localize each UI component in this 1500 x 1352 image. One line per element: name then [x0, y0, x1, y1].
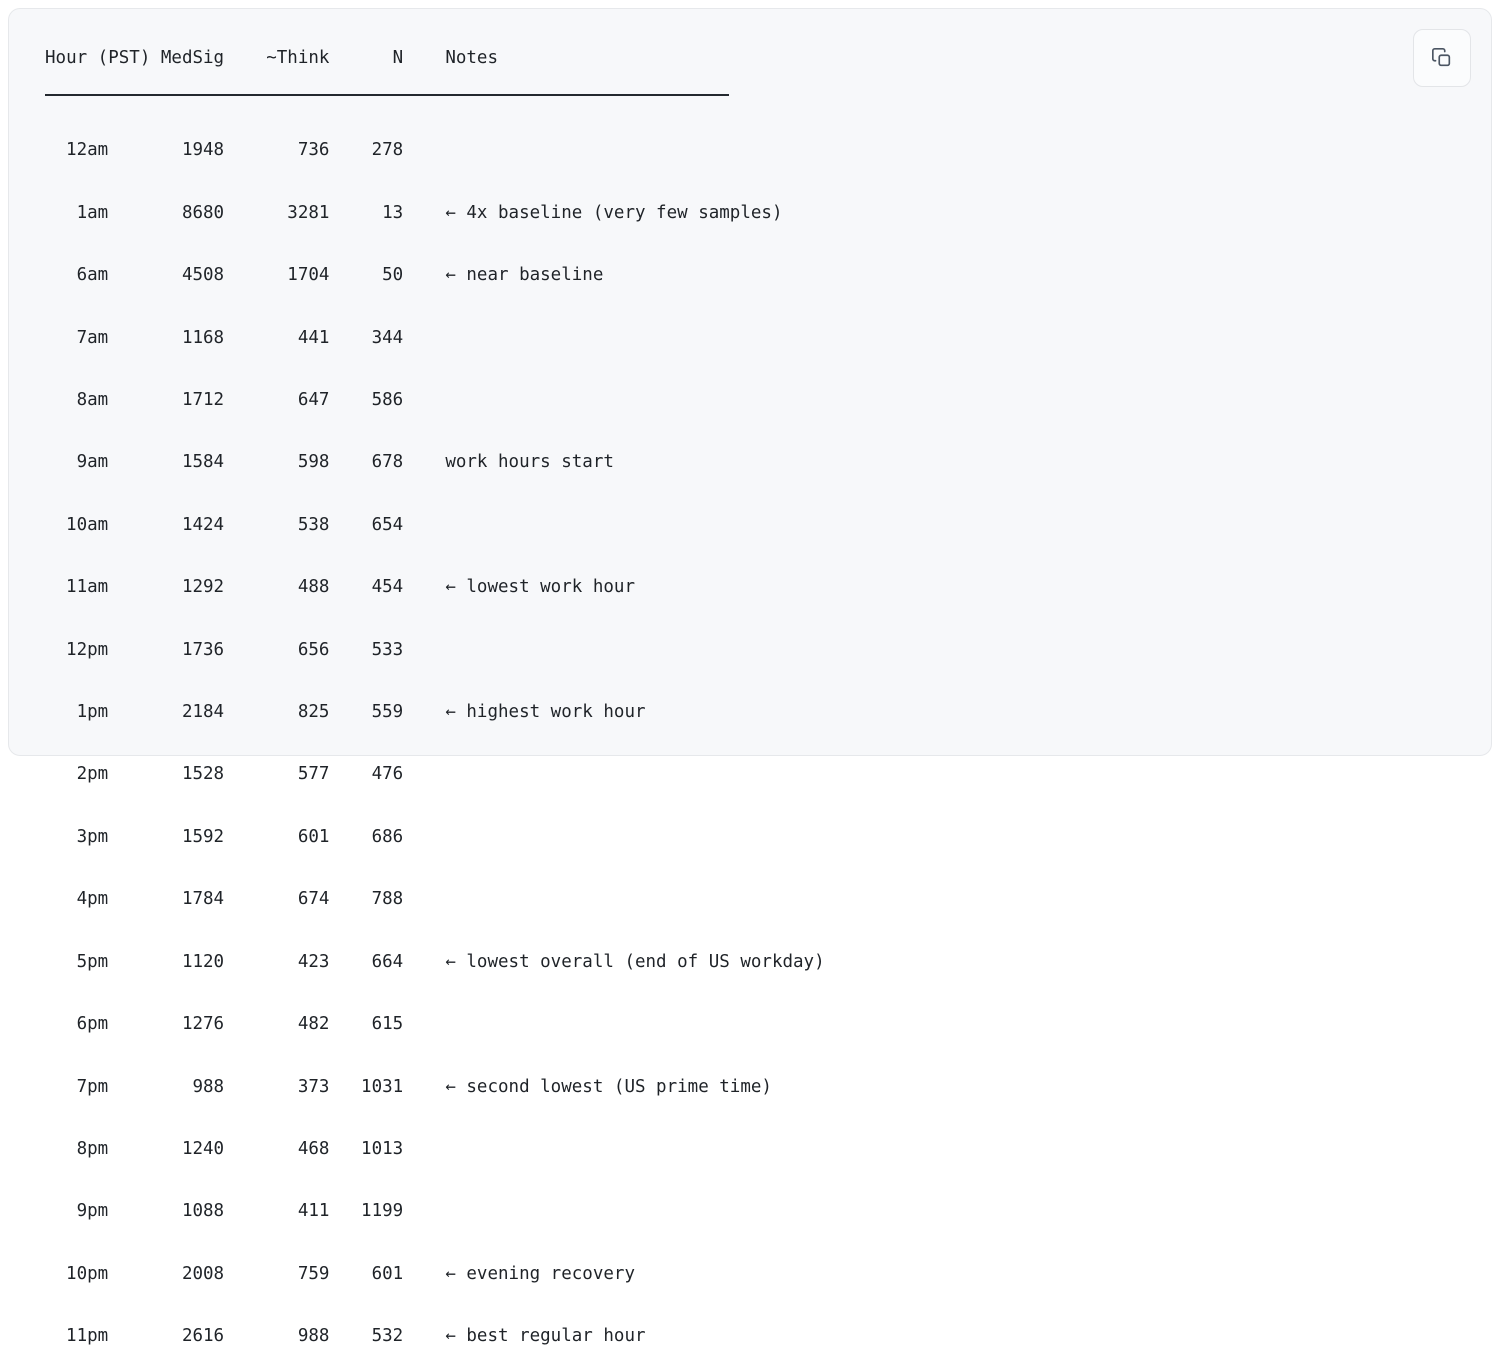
cell-hour: 1pm: [76, 702, 109, 723]
cell-think: 601: [297, 826, 330, 847]
cell-think: 647: [297, 390, 330, 411]
cell-notes: ← lowest work hour: [445, 577, 635, 598]
cell-think: 759: [297, 1263, 330, 1284]
table-row: [45, 1072, 1491, 1103]
table-row: [45, 822, 1491, 853]
cell-n: 344: [371, 327, 404, 348]
table-row: [45, 385, 1491, 416]
cell-n: 615: [371, 1014, 404, 1035]
cell-hour: 11pm: [66, 1326, 109, 1347]
cell-medsig: 1292: [181, 577, 225, 598]
cell-hour: 4pm: [76, 889, 109, 910]
cell-medsig: 988: [192, 1076, 225, 1097]
cell-notes: ← highest work hour: [445, 702, 646, 723]
cell-notes: ← best regular hour: [445, 1326, 646, 1347]
cell-notes: ← second lowest (US prime time): [445, 1076, 772, 1097]
cell-hour: 6pm: [76, 1014, 109, 1035]
cell-medsig: 2616: [181, 1326, 225, 1347]
cell-hour: 8am: [76, 390, 109, 411]
cell-think: 825: [297, 702, 330, 723]
cell-n: 664: [371, 951, 404, 972]
cell-n: 533: [371, 639, 404, 660]
stats-table: [9, 9, 1491, 1352]
header-notes: Notes: [445, 48, 499, 68]
cell-medsig: 4508: [181, 265, 225, 286]
cell-medsig: 1712: [181, 390, 225, 411]
cell-medsig: 1584: [181, 452, 225, 473]
cell-n: 278: [371, 140, 404, 161]
cell-think: 577: [297, 764, 330, 785]
cell-n: 1031: [361, 1076, 404, 1097]
table-row: [45, 1321, 1491, 1352]
table-row: [45, 572, 1491, 603]
cell-think: 441: [297, 327, 330, 348]
code-block-card: [8, 8, 1492, 1347]
cell-medsig: 1240: [181, 1138, 225, 1159]
cell-hour: 2pm: [76, 764, 109, 785]
cell-hour: 8pm: [76, 1138, 109, 1159]
cell-n: 476: [371, 764, 404, 785]
cell-think: 373: [297, 1076, 330, 1097]
cell-medsig: 1736: [181, 639, 225, 660]
cell-n: 50: [382, 265, 404, 286]
cell-think: 656: [297, 639, 330, 660]
header-underline: [45, 94, 729, 96]
cell-hour: 7am: [76, 327, 109, 348]
cell-hour: 10am: [66, 514, 109, 535]
cell-notes: ← 4x baseline (very few samples): [445, 202, 783, 223]
table-row: [45, 1009, 1491, 1040]
cell-medsig: 1784: [181, 889, 225, 910]
table-row: [45, 1196, 1491, 1227]
cell-think: 988: [297, 1326, 330, 1347]
cell-n: 788: [371, 889, 404, 910]
cell-hour: 3pm: [76, 826, 109, 847]
cell-think: 423: [297, 951, 330, 972]
table-row: [45, 635, 1491, 666]
cell-medsig: 1276: [181, 1014, 225, 1035]
cell-hour: 6am: [76, 265, 109, 286]
cell-hour: 9pm: [76, 1201, 109, 1222]
cell-medsig: 1528: [181, 764, 225, 785]
cell-n: 532: [371, 1326, 404, 1347]
cell-n: 454: [371, 577, 404, 598]
cell-think: 468: [297, 1138, 330, 1159]
cell-medsig: 2008: [181, 1263, 225, 1284]
cell-n: 601: [371, 1263, 404, 1284]
cell-think: 488: [297, 577, 330, 598]
header-n: N: [392, 48, 404, 68]
cell-think: 482: [297, 1014, 330, 1035]
table-row: [45, 1259, 1491, 1290]
cell-hour: 9am: [76, 452, 109, 473]
cell-think: 736: [297, 140, 330, 161]
cell-medsig: 1424: [181, 514, 225, 535]
cell-medsig: 1168: [181, 327, 225, 348]
table-row: [45, 697, 1491, 728]
table-row: [45, 198, 1491, 229]
cell-n: 1013: [361, 1138, 404, 1159]
cell-medsig: 2184: [181, 702, 225, 723]
cell-notes: ← evening recovery: [445, 1263, 635, 1284]
table-row: [45, 759, 1491, 790]
cell-hour: 11am: [66, 577, 109, 598]
table-row: [45, 260, 1491, 291]
cell-notes: ← near baseline: [445, 265, 604, 286]
cell-think: 1704: [287, 265, 330, 286]
table-header-row: [45, 43, 1491, 74]
cell-medsig: 1088: [181, 1201, 225, 1222]
table-row: [45, 323, 1491, 354]
cell-medsig: 1592: [181, 826, 225, 847]
cell-hour: 10pm: [66, 1263, 109, 1284]
table-row: [45, 947, 1491, 978]
cell-n: 586: [371, 390, 404, 411]
cell-think: 598: [297, 452, 330, 473]
header-hour: Hour (PST): [45, 48, 151, 68]
table-row: [45, 1134, 1491, 1165]
cell-hour: 5pm: [76, 951, 109, 972]
cell-n: 678: [371, 452, 404, 473]
table-row: [45, 135, 1491, 166]
header-think: ~Think: [266, 48, 330, 68]
cell-medsig: 1120: [181, 951, 225, 972]
header-medsig: MedSig: [160, 48, 225, 68]
table-row: [45, 884, 1491, 915]
cell-n: 686: [371, 826, 404, 847]
copy-button[interactable]: [1413, 29, 1471, 87]
cell-n: 13: [382, 202, 404, 223]
table-row: [45, 447, 1491, 478]
cell-hour: 7pm: [76, 1076, 109, 1097]
table-row: [45, 510, 1491, 541]
cell-n: 559: [371, 702, 404, 723]
cell-medsig: 1948: [181, 140, 225, 161]
cell-n: 1199: [361, 1201, 404, 1222]
cell-hour: 12pm: [66, 639, 109, 660]
copy-icon: [1431, 47, 1453, 69]
cell-notes: ← lowest overall (end of US workday): [445, 951, 825, 972]
cell-notes: work hours start: [445, 452, 614, 473]
cell-hour: 12am: [66, 140, 109, 161]
cell-think: 411: [297, 1201, 330, 1222]
cell-think: 538: [297, 514, 330, 535]
cell-think: 674: [297, 889, 330, 910]
cell-medsig: 8680: [181, 202, 225, 223]
cell-n: 654: [371, 514, 404, 535]
cell-think: 3281: [287, 202, 330, 223]
cell-hour: 1am: [76, 202, 109, 223]
